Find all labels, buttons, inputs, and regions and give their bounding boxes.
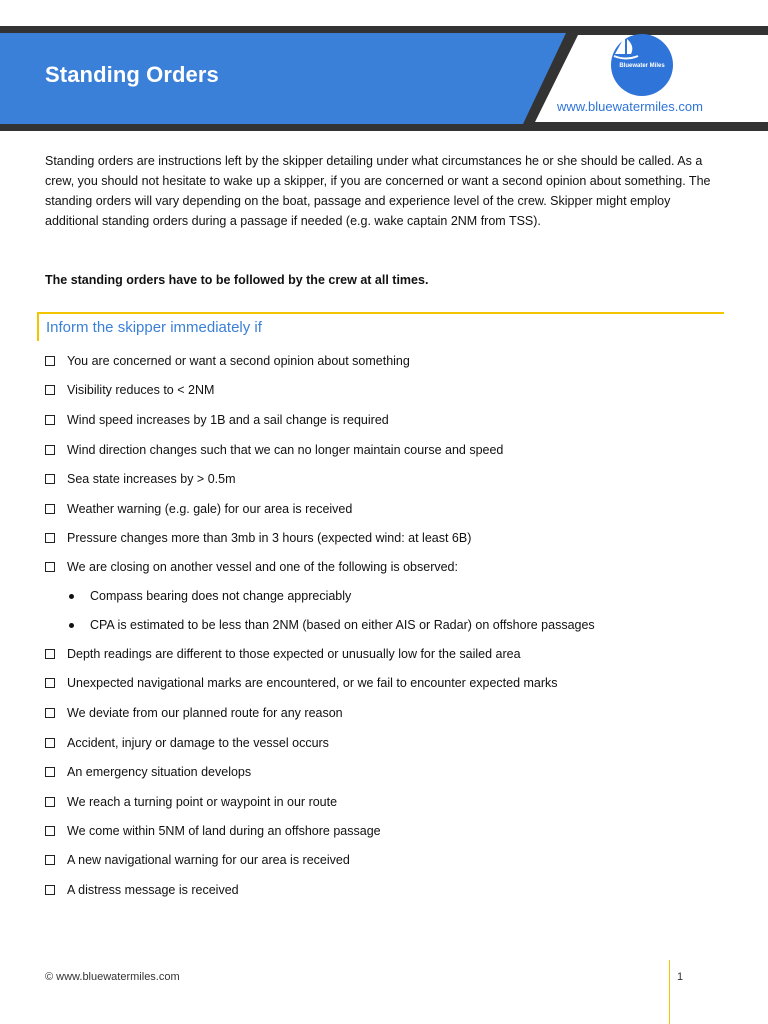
checklist-item-label: Accident, injury or damage to the vessel occurs xyxy=(67,736,329,750)
checklist-item-label: A distress message is received xyxy=(67,883,239,897)
bullet-icon xyxy=(69,623,74,628)
page-title: Standing Orders xyxy=(45,62,219,87)
logo-text: Bluewater Miles xyxy=(619,62,665,69)
checkbox-icon[interactable] xyxy=(45,385,55,395)
sub-list-item xyxy=(45,615,745,635)
page-number: 1 xyxy=(677,971,684,983)
checkbox-icon[interactable] xyxy=(45,415,55,425)
sailboat-icon xyxy=(611,34,641,62)
sub-list-item-label: CPA is estimated to be less than 2NM (based on either AIS or Radar) on offshore passages xyxy=(90,618,595,632)
checklist-item[interactable] xyxy=(45,762,745,782)
section-heading-box xyxy=(37,312,724,341)
page-header xyxy=(0,0,768,135)
checklist-item[interactable] xyxy=(45,880,745,900)
checklist-item-label: Visibility reduces to < 2NM xyxy=(67,383,215,397)
checklist-item-label: Wind speed increases by 1B and a sail change is required xyxy=(67,413,389,427)
checklist-item[interactable] xyxy=(45,528,745,548)
checklist-item-label: Weather warning (e.g. gale) for our area is received xyxy=(67,502,353,516)
checkbox-icon[interactable] xyxy=(45,445,55,455)
checklist-item-label: We reach a turning point or waypoint in our route xyxy=(67,795,338,809)
website-link[interactable]: www.bluewatermiles.com xyxy=(557,99,703,114)
checklist-item[interactable] xyxy=(45,410,745,430)
checklist-item-label: Pressure changes more than 3mb in 3 hours (expected wind: at least 6B) xyxy=(67,531,472,545)
bullet-icon xyxy=(69,594,74,599)
checklist-item-label: We come within 5NM of land during an offshore passage xyxy=(67,824,381,838)
checklist-item-label: Wind direction changes such that we can no longer maintain course and speed xyxy=(67,443,504,457)
checkbox-icon[interactable] xyxy=(45,885,55,895)
checkbox-icon[interactable] xyxy=(45,826,55,836)
sub-list-item xyxy=(45,586,745,606)
checkbox-icon[interactable] xyxy=(45,562,55,572)
checklist-item-label: We are closing on another vessel and one of the following is observed: xyxy=(67,560,458,574)
checkbox-icon[interactable] xyxy=(45,504,55,514)
checklist-item-label: A new navigational warning for our area is received xyxy=(67,853,350,867)
checklist-item[interactable] xyxy=(45,703,745,723)
checkbox-icon[interactable] xyxy=(45,649,55,659)
checkbox-icon[interactable] xyxy=(45,533,55,543)
checklist-item-label: You are concerned or want a second opinion about something xyxy=(67,354,410,368)
bluewater-miles-logo xyxy=(611,34,673,96)
checkbox-icon[interactable] xyxy=(45,708,55,718)
checklist-item-label: We deviate from our planned route for any reason xyxy=(67,706,343,720)
checklist-item-label: An emergency situation develops xyxy=(67,765,252,779)
checklist-item-label: Unexpected navigational marks are encountered, or we fail to encounter expected marks xyxy=(67,676,558,690)
intro-paragraph: Standing orders are instructions left by the skipper detailing under what circumstances he or she should be called. As a crew, you should not hesitate to wake up a skipper, if you are concerned or want a second opinion about something. The standing orders will vary depending on the boat, passage and experience level of the crew. Skipper might employ additional standing orders during a passage if needed (e.g. wake captain 2NM from TSS). xyxy=(45,154,711,228)
standing-orders-note: The standing orders have to be followed by the crew at all times. xyxy=(45,273,429,287)
checklist-item[interactable] xyxy=(45,469,745,489)
sub-list-item-label: Compass bearing does not change appreciably xyxy=(90,589,352,603)
checklist-item[interactable] xyxy=(45,440,745,460)
checklist-item[interactable] xyxy=(45,821,745,841)
checkbox-icon[interactable] xyxy=(45,767,55,777)
checkbox-icon[interactable] xyxy=(45,797,55,807)
checklist-item[interactable] xyxy=(45,351,745,371)
footer-copyright: © www.bluewatermiles.com xyxy=(45,971,180,983)
section-title: Inform the skipper immediately if xyxy=(46,319,262,336)
checklist-item[interactable] xyxy=(45,499,745,519)
checklist-item[interactable] xyxy=(45,850,745,870)
checklist-item[interactable] xyxy=(45,733,745,753)
checklist-item-label: Depth readings are different to those expected or unusually low for the sailed area xyxy=(67,647,521,661)
footer-divider xyxy=(669,960,670,1024)
checklist-item[interactable] xyxy=(45,557,745,577)
checklist-item[interactable] xyxy=(45,673,745,693)
checkbox-icon[interactable] xyxy=(45,678,55,688)
checkbox-icon[interactable] xyxy=(45,738,55,748)
checklist-item[interactable] xyxy=(45,644,745,664)
checklist-item-label: Sea state increases by > 0.5m xyxy=(67,472,236,486)
checkbox-icon[interactable] xyxy=(45,474,55,484)
checklist-item[interactable] xyxy=(45,792,745,812)
checkbox-icon[interactable] xyxy=(45,356,55,366)
checklist-item[interactable] xyxy=(45,380,745,400)
checkbox-icon[interactable] xyxy=(45,855,55,865)
